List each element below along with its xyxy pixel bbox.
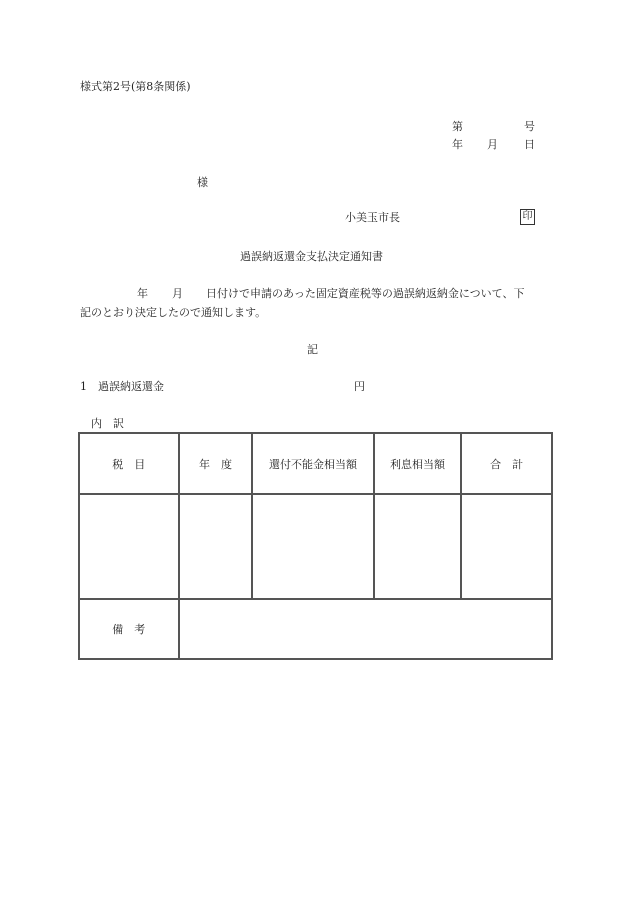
cell-total — [461, 494, 552, 599]
cell-interest-amount — [374, 494, 462, 599]
date-month: 月 — [487, 138, 498, 151]
document-title: 過誤納返還金支払決定通知書 — [240, 250, 383, 263]
recipient-honorific: 様 — [197, 176, 208, 189]
header-fiscal-year: 年 度 — [179, 433, 253, 494]
item1-label: 1 過誤納返還金 — [80, 380, 164, 393]
item1-unit: 円 — [354, 380, 365, 393]
header-tax-item: 税 目 — [79, 433, 179, 494]
remarks-row — [79, 599, 552, 659]
note-heading: 記 — [307, 343, 318, 356]
document-number-prefix: 第 — [452, 120, 463, 133]
document-number-suffix: 号 — [524, 120, 535, 133]
breakdown-label: 内 訳 — [91, 417, 124, 430]
remarks-value — [179, 599, 552, 659]
header-unrefundable-amount: 還付不能金相当額 — [252, 433, 373, 494]
table-header-row — [79, 433, 552, 494]
issuer-name: 小美玉市長 — [345, 211, 400, 224]
remarks-label: 備 考 — [79, 599, 179, 659]
body-text-line1: 日付けで申請のあった固定資産税等の過誤納返納金について、下 — [206, 287, 525, 300]
table-row — [79, 494, 552, 599]
body-text-line2: 記のとおり決定したので通知します。 — [80, 306, 267, 319]
body-month: 月 — [172, 287, 183, 300]
cell-tax-item — [79, 494, 179, 599]
date-day: 日 — [524, 138, 535, 151]
body-year: 年 — [137, 287, 148, 300]
header-total: 合 計 — [461, 433, 552, 494]
official-seal: 印 — [520, 209, 535, 225]
form-number: 様式第2号(第8条関係) — [80, 80, 191, 93]
cell-fiscal-year — [179, 494, 253, 599]
breakdown-table — [78, 432, 553, 660]
date-year: 年 — [452, 138, 463, 151]
cell-unrefundable-amount — [252, 494, 373, 599]
header-interest-amount: 利息相当額 — [374, 433, 462, 494]
